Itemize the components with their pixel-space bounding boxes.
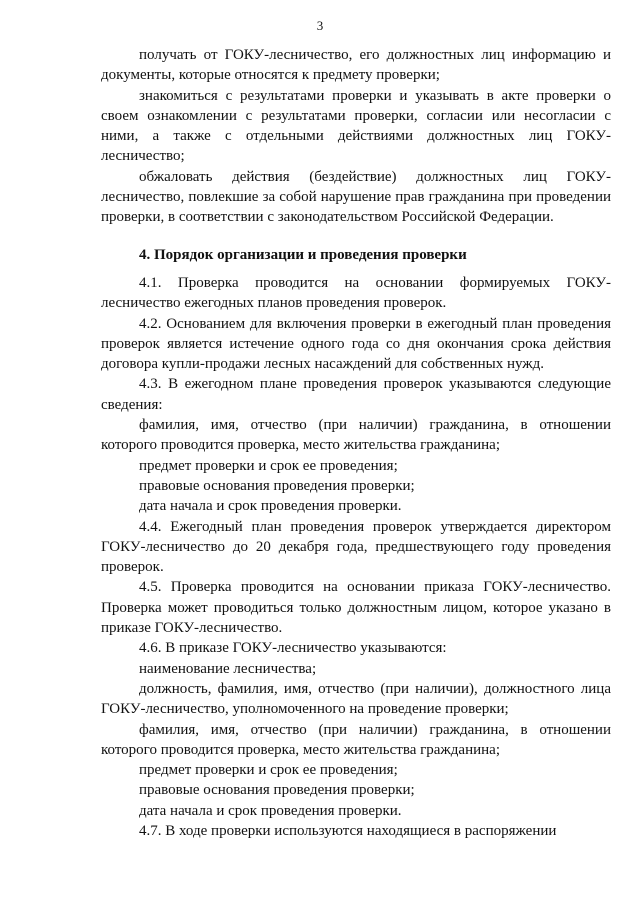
paragraph-rights-3: обжаловать действия (бездействие) должностных лиц ГОКУ-лесничество, повлекшие за собой нарушение прав гражданина при проведении проверки, в соответствии с законодательством Российской Федерации. (101, 168, 611, 226)
section-heading: 4. Порядок организации и проведения проверки (139, 246, 467, 263)
paragraph-rights-2: знакомиться с результатами проверки и указывать в акте проверки о своем ознакомлении с результатами проверки, согласии или несогласии с ними, а также с отдельными действиями должностных лиц ГОКУ-лесничество; (101, 87, 611, 165)
paragraph-rights-1: получать от ГОКУ-лесничество, его должностных лиц информацию и документы, которые относятся к предмету проверки; (101, 47, 611, 84)
list-item: правовые основания проведения проверки; (139, 477, 415, 494)
paragraph-4-7: 4.7. В ходе проверки используются находящиеся в распоряжении (139, 822, 557, 839)
paragraph-4-4: 4.4. Ежегодный план проведения проверок утверждается директором ГОКУ-лесничество до 20 декабря года, предшествующего году проведения проверок. (101, 518, 611, 576)
list-item: должность, фамилия, имя, отчество (при наличии), должностного лица ГОКУ-лесничество, уполномоченного на проведение проверки; (101, 680, 611, 718)
list-item: дата начала и срок проведения проверки. (139, 802, 402, 819)
paragraph-4-6: 4.6. В приказе ГОКУ-лесничество указываются: (139, 640, 447, 657)
list-item: правовые основания проведения проверки; (139, 782, 415, 799)
list-item: наименование лесничества; (139, 660, 317, 677)
list-item: фамилия, имя, отчество (при наличии) гражданина, в отношении которого проводится проверка, место жительства гражданина; (101, 721, 611, 758)
list-item: дата начала и срок проведения проверки. (139, 498, 402, 515)
page-number: 3 (316, 18, 324, 33)
paragraph-4-2: 4.2. Основанием для включения проверки в ежегодный план проведения проверок является истечение одного года со дня окончания срока действия договора купли-продажи лесных насаждений для собственных нужд. (101, 315, 611, 373)
paragraph-4-3: 4.3. В ежегодном плане проведения проверок указываются следующие сведения: (101, 376, 611, 413)
list-item: предмет проверки и срок ее проведения; (139, 762, 398, 779)
document-body (101, 45, 611, 841)
paragraph-4-5: 4.5. Проверка проводится на основании приказа ГОКУ-лесничество. Проверка может проводиться только должностным лицом, которое указано в приказе ГОКУ-лесничество. (101, 579, 611, 637)
list-item: предмет проверки и срок ее проведения; (139, 457, 398, 474)
list-item: фамилия, имя, отчество (при наличии) гражданина, в отношении которого проводится проверка, место жительства гражданина; (101, 417, 611, 454)
paragraph-4-1: 4.1. Проверка проводится на основании формируемых ГОКУ-лесничество ежегодных планов проведения проверок. (101, 274, 611, 312)
